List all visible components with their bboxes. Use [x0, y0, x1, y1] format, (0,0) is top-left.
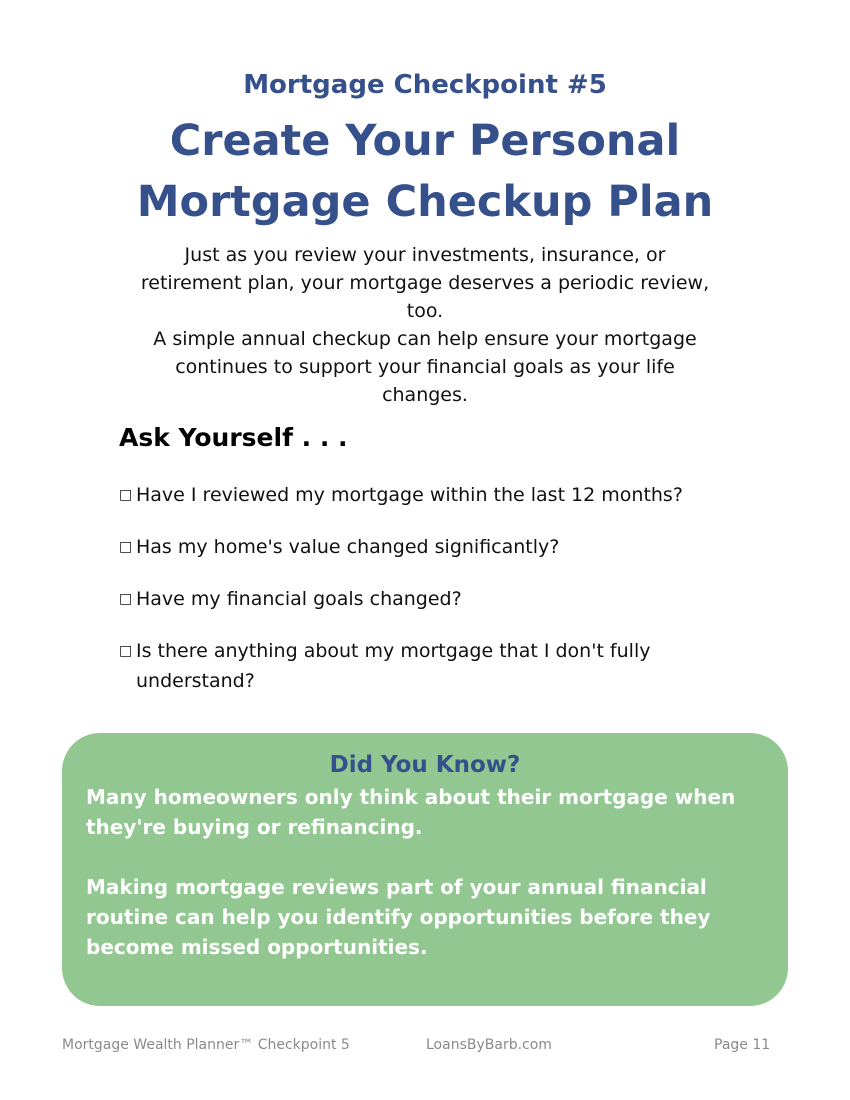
checkbox-icon: □	[119, 539, 133, 555]
page-title-line-2: Mortgage Checkup Plan	[136, 177, 714, 227]
checklist	[119, 480, 739, 718]
callout-paragraph-2: Making mortgage reviews part of your annual financial routine can help you identify opportunities before they become missed opportunities.	[86, 875, 711, 959]
checklist-item-text: Is there anything about my mortgage that I don't fully understand?	[136, 640, 651, 692]
callout-body	[86, 782, 776, 962]
page-title	[0, 111, 850, 233]
ask-yourself-heading: Ask Yourself . . .	[119, 423, 348, 452]
checklist-item	[119, 480, 739, 510]
checklist-item-text: Has my home's value changed significantly?	[136, 536, 560, 558]
checklist-item-text: Have my financial goals changed?	[136, 588, 462, 610]
checklist-item	[119, 532, 739, 562]
checklist-item	[119, 636, 739, 696]
callout-paragraph-1: Many homeowners only think about their mortgage when they're buying or refinancing.	[86, 785, 736, 839]
checkpoint-subtitle: Mortgage Checkpoint #5	[243, 70, 607, 100]
intro-text	[135, 241, 715, 409]
intro-paragraph-1: Just as you review your investments, insurance, or retirement plan, your mortgage deserves a periodic review, too.	[140, 244, 710, 322]
checklist-item-text: Have I reviewed my mortgage within the last 12 months?	[136, 484, 683, 506]
page-title-line-1: Create Your Personal	[169, 116, 681, 166]
footer-website: LoansByBarb.com	[426, 1037, 552, 1053]
checkbox-icon: □	[119, 643, 133, 659]
checkbox-icon: □	[119, 487, 133, 503]
checklist-item	[119, 584, 739, 614]
footer-page-number: Page 11	[714, 1037, 771, 1053]
footer-document-title: Mortgage Wealth Planner™ Checkpoint 5	[62, 1037, 350, 1053]
intro-paragraph-2: A simple annual checkup can help ensure your mortgage continues to support your financial goals as your life changes.	[153, 328, 697, 406]
did-you-know-callout	[62, 733, 788, 1006]
checkbox-icon: □	[119, 591, 133, 607]
callout-title: Did You Know?	[329, 752, 521, 778]
